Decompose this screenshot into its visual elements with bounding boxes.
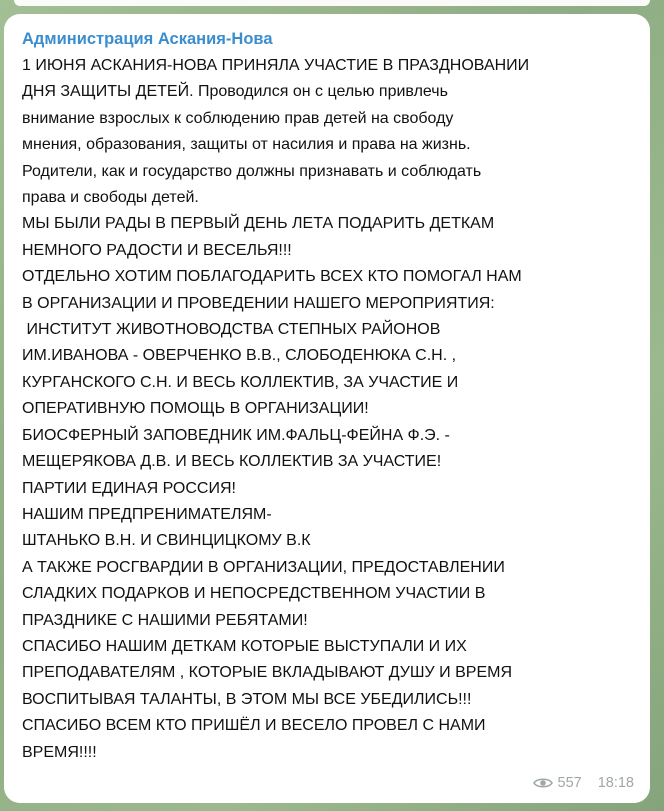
message-line: мнения, образования, защиты от насилия и права на жизнь. [22,136,471,154]
message-line: ПРАЗДНИКЕ С НАШИМИ РЕБЯТАМИ! [22,611,308,629]
message-line: СЛАДКИХ ПОДАРКОВ И НЕПОСРЕДСТВЕННОМ УЧАСТИИ В [22,585,486,603]
message-line: ИМ.ИВАНОВА - ОВЕРЧЕНКО В.В., СЛОБОДЕНЮКА С.Н. , [22,347,457,365]
message-line: БИОСФЕРНЫЙ ЗАПОВЕДНИК ИМ.ФАЛЬЦ-ФЕЙНА Ф.Э. - [22,426,450,444]
message-line: ВОСПИТЫВАЯ ТАЛАНТЫ, В ЭТОМ МЫ ВСЕ УБЕДИЛИСЬ!!! [22,690,472,708]
message-line: СПАСИБО ВСЕМ КТО ПРИШЁЛ И ВЕСЕЛО ПРОВЕЛ С НАМИ [22,717,486,735]
message-line: ПАРТИИ ЕДИНАЯ РОССИЯ! [22,479,236,497]
message-line: СПАСИБО НАШИМ ДЕТКАМ КОТОРЫЕ ВЫСТУПАЛИ И ИХ [22,637,467,655]
view-count: 557 [557,775,582,791]
message-line: КУРГАНСКОГО С.Н. И ВЕСЬ КОЛЛЕКТИВ, ЗА УЧАСТИЕ И [22,373,459,391]
message-line: Родители, как и государство должны признавать и соблюдать [22,162,482,180]
message-line: В ОРГАНИЗАЦИИ И ПРОВЕДЕНИИ НАШЕГО МЕРОПРИЯТИЯ: [22,294,495,312]
message-line: ПРЕПОДАВАТЕЛЯМ , КОТОРЫЕ ВКЛАДЫВАЮТ ДУШУ И ВРЕМЯ [22,664,512,682]
message-line: ВРЕМЯ!!!! [22,743,97,761]
sender-name[interactable]: Администрация Аскания-Нова [22,30,273,48]
message-bubble[interactable] [4,14,650,803]
message-line: МЕЩЕРЯКОВА Д.В. И ВЕСЬ КОЛЛЕКТИВ ЗА УЧАСТИЕ! [22,453,442,471]
message-line: НАШИМ ПРЕДПРЕНИМАТЕЛЯМ- [22,505,272,523]
message-meta [533,775,635,791]
message-line: ИНСТИТУТ ЖИВОТНОВОДСТВА СТЕПНЫХ РАЙОНОВ [22,321,441,339]
message-line: МЫ БЫЛИ РАДЫ В ПЕРВЫЙ ДЕНЬ ЛЕТА ПОДАРИТЬ ДЕТКАМ [22,215,495,233]
message-time: 18:18 [597,775,634,791]
message-line: ОТДЕЛЬНО ХОТИМ ПОБЛАГОДАРИТЬ ВСЕХ КТО ПОМОГАЛ НАМ [22,268,522,286]
message-line: А ТАКЖЕ РОСГВАРДИИ В ОРГАНИЗАЦИИ, ПРЕДОСТАВЛЕНИИ [22,558,505,576]
message-line: НЕМНОГО РАДОСТИ И ВЕСЕЛЬЯ!!! [22,241,292,259]
message-line: права и свободы детей. [22,189,199,207]
message-line: внимание взрослых к соблюдению прав детей на свободу [22,109,454,127]
previous-message-edge [14,0,650,6]
eye-icon [533,776,553,790]
message-text [22,53,634,766]
message-line: 1 ИЮНЯ АСКАНИЯ-НОВА ПРИНЯЛА УЧАСТИЕ В ПРАЗДНОВАНИИ [22,57,530,74]
message-line: ОПЕРАТИВНУЮ ПОМОЩЬ В ОРГАНИЗАЦИИ! [22,400,369,418]
message-line: ШТАНЬКО В.Н. И СВИНЦИЦКОМУ В.К [22,532,311,550]
message-line: ДНЯ ЗАЩИТЫ ДЕТЕЙ. Проводился он с целью привлечь [22,83,448,101]
